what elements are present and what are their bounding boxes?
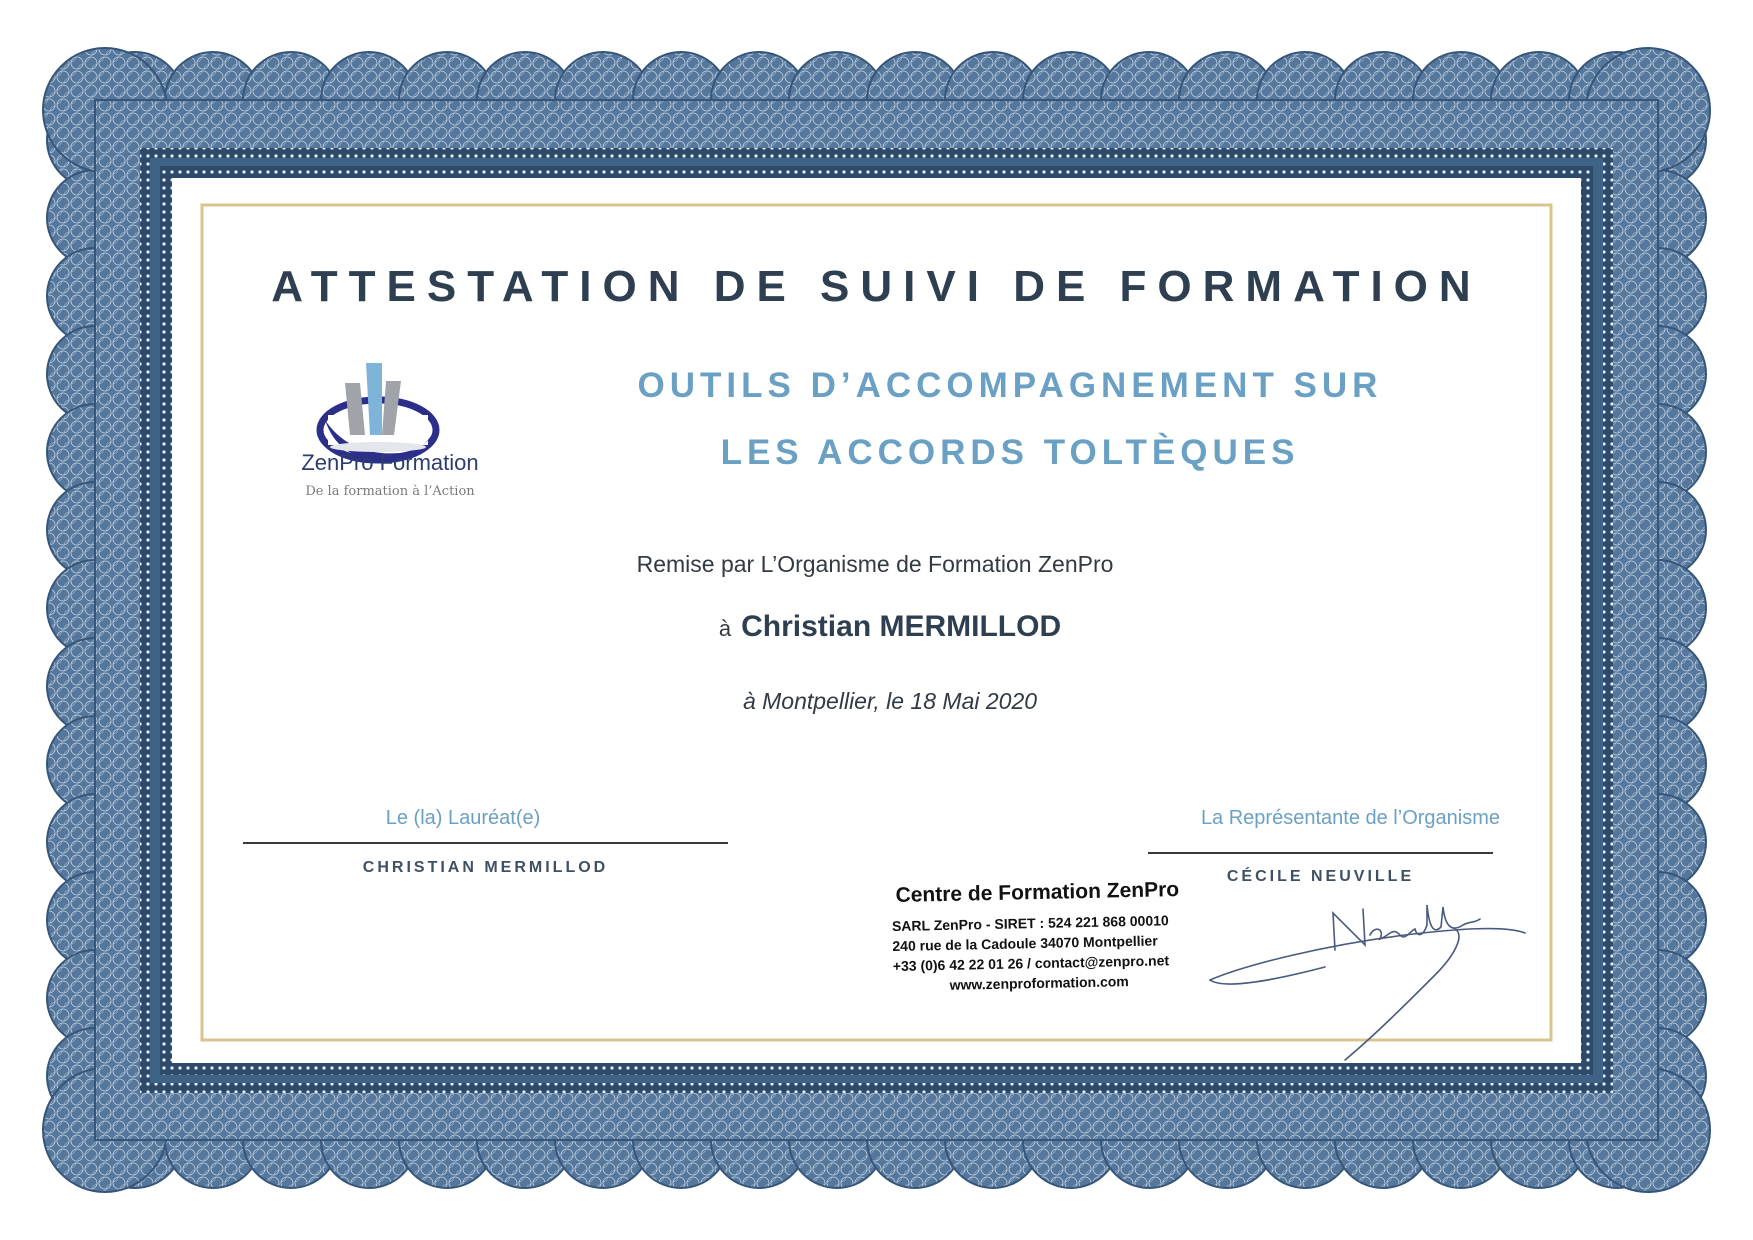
stamp-company-name: Centre de Formation ZenPro: [895, 878, 1180, 907]
handwritten-signature: [1205, 895, 1535, 1065]
laureate-signature-line: [243, 842, 728, 844]
recipient-prefix: à: [718, 616, 732, 641]
laureate-name: CHRISTIAN MERMILLOD: [362, 859, 609, 876]
logo-wordmark: ZenPro Formation: [301, 450, 479, 475]
issued-by: Remise par L’Organisme de Formation ZenPro: [636, 551, 1114, 577]
zenpro-logo-icon: [290, 345, 490, 505]
stamp-website: www.zenproformation.com: [949, 973, 1129, 993]
company-stamp: [887, 852, 1190, 998]
logo-tagline: De la formation à l’Action: [305, 484, 475, 499]
place-and-date: à Montpellier, le 18 Mai 2020: [742, 688, 1038, 714]
course-title-line1: OUTILS D’ACCOMPAGNEMENT SUR: [637, 366, 1383, 405]
stamp-siret: SARL ZenPro - SIRET : 524 221 868 00010: [891, 912, 1169, 935]
representative-label: La Représentante de l’Organisme: [1200, 807, 1500, 829]
certificate-title: ATTESTATION DE SUIVI DE FORMATION: [271, 262, 1482, 311]
laureate-label: Le (la) Lauréat(e): [385, 807, 541, 829]
recipient-name: Christian MERMILLOD: [741, 610, 1062, 643]
stamp-contact: +33 (0)6 42 22 01 26 / contact@zenpro.net: [892, 952, 1170, 975]
representative-name: CÉCILE NEUVILLE: [1226, 868, 1415, 885]
recipient: [600, 610, 1180, 644]
stamp-address: 240 rue de la Cadoule 34070 Montpellier: [892, 932, 1158, 955]
course-title-line2: LES ACCORDS TOLTÈQUES: [720, 433, 1300, 472]
representative-signature-line: [1148, 852, 1493, 854]
